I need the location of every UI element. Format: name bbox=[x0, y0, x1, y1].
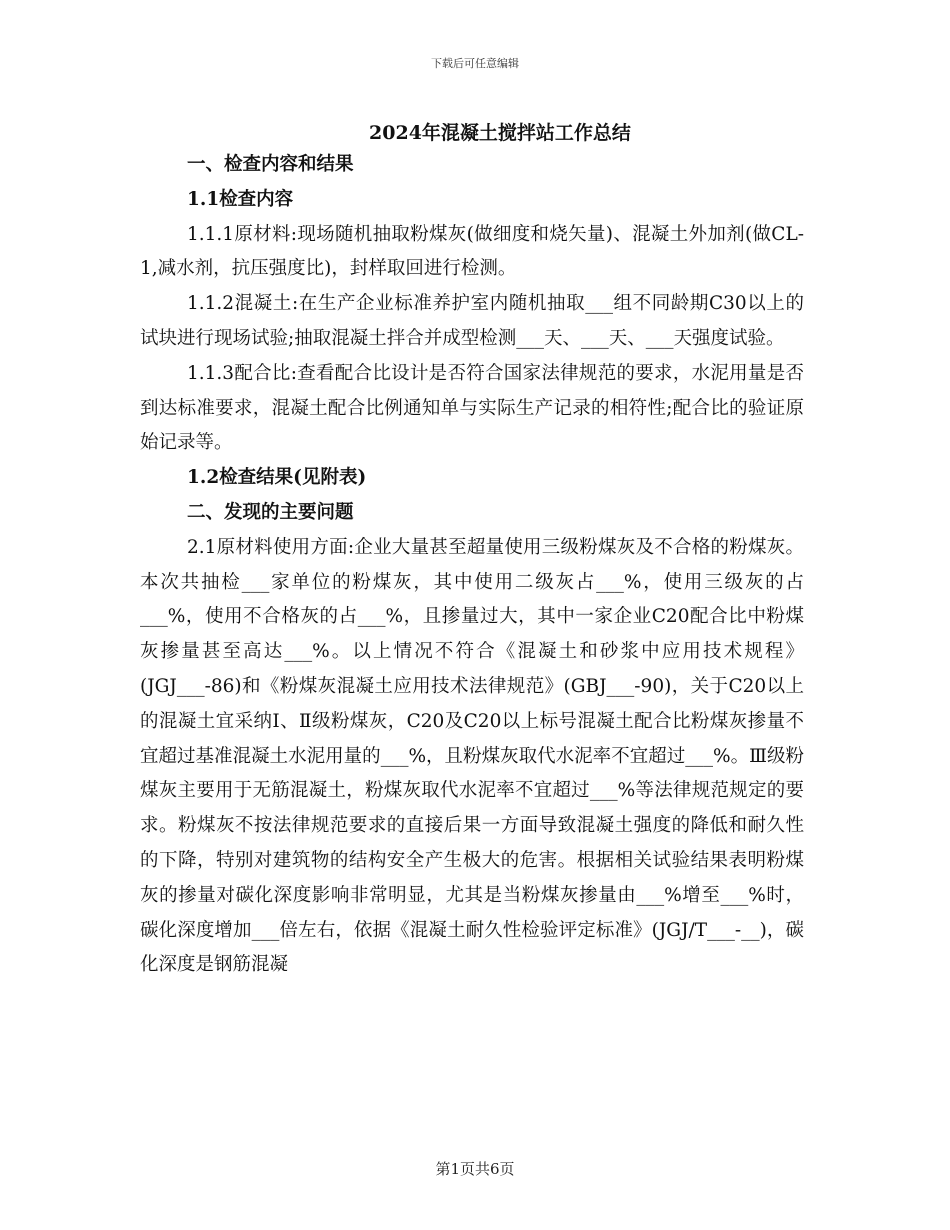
document-title: 2024年混凝土搅拌站工作总结 bbox=[369, 122, 631, 144]
subsection-heading-1-2: 1.2检查结果(见附表) bbox=[187, 467, 367, 489]
page-header: 下载后可任意编辑 bbox=[431, 57, 519, 70]
section-heading-2: 二、发现的主要问题 bbox=[187, 501, 354, 523]
paragraph-1-1-3: 1.1.3配合比:查看配合比设计是否符合国家法律规范的要求，水泥用量是否到达标准要求，混凝土配合比例通知单与实际生产记录的相符性;配合比的验证原始记录等。 bbox=[140, 362, 804, 454]
subsection-heading-1-1: 1.1检查内容 bbox=[187, 188, 294, 210]
paragraph-1-1-1: 1.1.1原材料:现场随机抽取粉煤灰(做细度和烧矢量)、混凝土外加剂(做CL-1,减水剂，抗压强度比)，封样取回进行检测。 bbox=[140, 223, 804, 280]
paragraph-1-1-2: 1.1.2混凝土:在生产企业标准养护室内随机抽取___组不同龄期C30以上的试块进行现场试验;抽取混凝土拌合并成型检测___天、___天、___天强度试验。 bbox=[140, 293, 804, 349]
page-footer: 第1页共6页 bbox=[435, 1160, 515, 1178]
paragraph-2-1: 2.1原材料使用方面:企业大量甚至超量使用三级粉煤灰及不合格的粉煤灰。本次共抽检___家单位的粉煤灰，其中使用二级灰占___%，使用三级灰的占___%，使用不合格灰的占___%，且掺量过大，其中一家企业C20配合比中粉煤灰掺量甚至高达___%。以上情况不符合《混凝土和砂浆中应用技术规程》(JGJ___-86)和《粉煤灰混凝土应用技术法律规范》(GBJ___-90)，关于C20以上的混凝土宜采纳Ⅰ、Ⅱ级粉煤灰，C20及C20以上标号混凝土配合比粉煤灰掺量不宜超过基准混凝土水泥用量的___%，且粉煤灰取代水泥率不宜超过___%。Ⅲ级粉煤灰主要用于无筋混凝土，粉煤灰取代水泥率不宜超过___%等法律规范规定的要求。粉煤灰不按法律规范要求的直接后果一方面导致混凝土强度的降低和耐久性的下降，特别对建筑物的结构安全产生极大的危害。根据相关试验结果表明粉煤灰的掺量对碳化深度影响非常明显，尤其是当粉煤灰掺量由___%增至___%时，碳化深度增加___倍左右，依据《混凝土耐久性检验评定标准》(JGJ/T___-__)，碳化深度是钢筋混凝 bbox=[140, 536, 804, 976]
document-body bbox=[140, 148, 804, 983]
section-heading-1: 一、检查内容和结果 bbox=[187, 154, 354, 175]
